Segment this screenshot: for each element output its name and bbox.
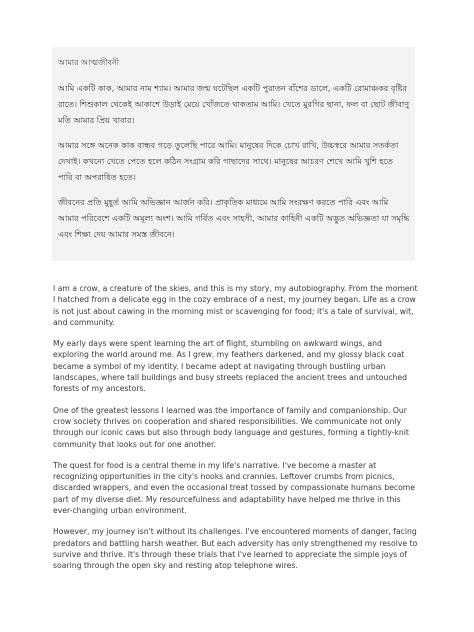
bengali-paragraph-2: আমার সঙ্গে অনেক কাক বান্ধব গড়ে তুলেছি পারে আমি। মানুষের দিকে চোখ রাখি, উচ্চস্বরে আমার সতর্কতা দেখাই। কখনো খেতে পেতে হলে কঠিন সংগ্রাম করি গাছাদের সাথে। মানুষের আচরণ শেখে আমি খুশি হতে পারি বা অপরাধিত হতে।	[58, 140, 399, 182]
bengali-title: আমার আত্মজীবনী	[58, 58, 120, 67]
english-text-block	[53, 283, 418, 582]
bengali-paragraph-1: আমি একটি কাক, আমার নাম শ্যাম। আমার জন্ম ঘটেছিল একটি পুরাতন বাঁশের ডালে, একটি রোমাঞ্চকর বৃষ্টির রাতে। শিশুকাল থেকেই আকাশে উড়াই মেয়ে খোঁজতে থাকতাম আমি। খেতে মুরগির ছানা, ফল বা ছোট জীবাণু মতি আমার প্রিয় খাবার।	[58, 83, 410, 125]
english-paragraph-3: One of the greatest lessons I learned was the importance of family and companionship. Our crow society thrives on cooperation and shared responsibilities. We communicate not only through our iconic caws but also through body language and gestures, forming a tightly-knit community that looks out for one another.	[53, 405, 409, 449]
english-paragraph-4: The quest for food is a central theme in my life's narrative. I've become a master at recognizing opportunities in the city's nooks and crannies. Leftover crumbs from picnics, discarded wrappers, and even the occasional treat tossed by compassionate humans become part of my diverse diet. My resourcefulness and adaptability have helped me thrive in this ever-changing urban environment.	[53, 460, 415, 516]
english-paragraph-2: My early days were spent learning the art of flight, stumbling on awkward wings, and exploring the world around me. As I grew, my feathers darkened, and my glossy black coat became a symbol of my identity. I became adept at navigating through bustling urban landscapes, where tall buildings and busy streets replaced the ancient trees and untouched forests of my ancestors.	[53, 339, 408, 394]
bengali-paragraph-3: জীবনের প্রতি মুহূর্ত আমি অভিজ্ঞান আর্জন করি। প্রাকৃতিক মাধ্যমে আমি সংরক্ষণ করতে পারি এবং আমি আমার পরিবেশে একটি অমূল্য অংশ। আমি গর্বিত এবং সাহসী, আমার কাহিনী একটি অদ্ভুত অভিজ্ঞতা যা সমৃদ্ধি এবং শিক্ষা দেয় আমার সমস্ত জীবনে।	[58, 197, 410, 239]
english-paragraph-1: I am a crow, a creature of the skies, and this is my story, my autobiography. From the moment I hatched from a delicate egg in the cozy embrace of a nest, my journey began. Life as a crow is not just about cawing in the morning mist or scavenging for food; it's a tale of survival, wit, and community.	[53, 284, 418, 327]
bengali-text-block	[52, 47, 415, 261]
english-paragraph-5: However, my journey isn't without its challenges. I've encountered moments of danger, facing predators and battling harsh weather. But each adversity has only strengthened my resolve to survive and thrive. It's through these trials that I've learned to appreciate the simple joys of soaring through the open sky and resting atop telephone wires.	[53, 527, 418, 571]
